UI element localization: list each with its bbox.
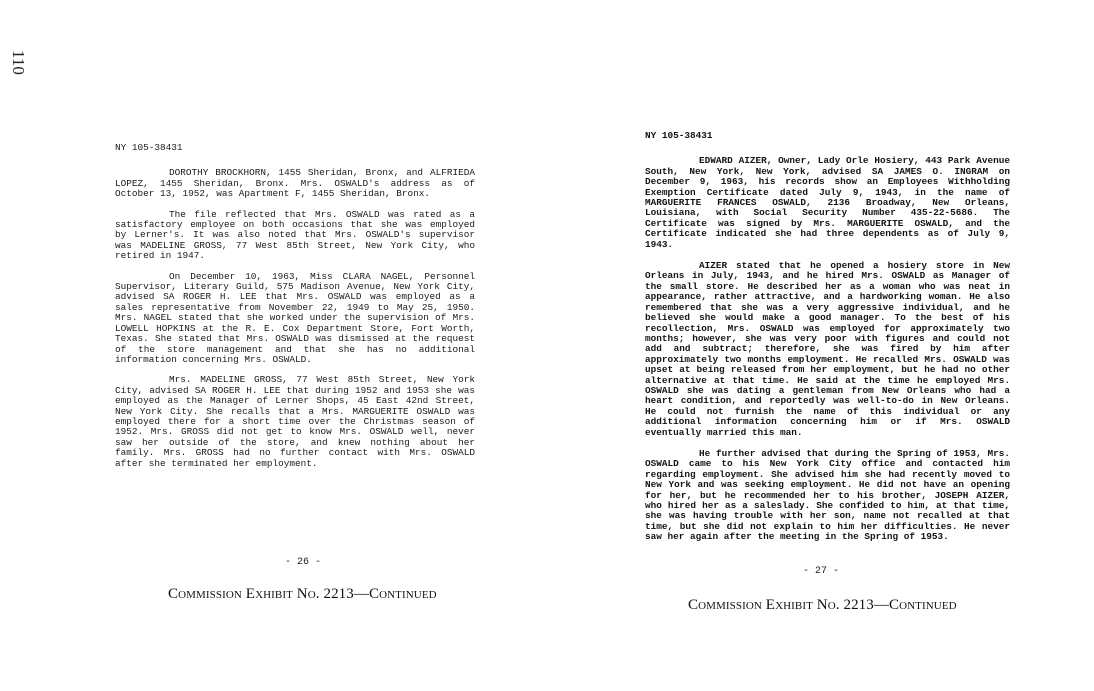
right-file-number: NY 105-38431 [645,130,713,141]
right-page-number: - 27 - [803,566,840,577]
margin-page-number: 110 [9,50,28,75]
left-paragraph-3: On December 10, 1963, Miss CLARA NAGEL, Personnel Supervisor, Literary Guild, 575 Madison Avenue, New York City, advised SA ROGER H. LEE that Mrs. OSWALD was employed as a sales representative from November 22, 1949 to May 25, 1950. Mrs. NAGEL stated that she worked under the supervision of Mrs. LOWELL HOPKINS at the R. E. Cox Department Store, Fort Worth, Texas. She stated that Mrs. OSWALD was dismissed at the request of the store management and that she has no additional information concerning Mrs. OSWALD. [115,270,475,365]
left-page-number: - 26 - [285,557,322,568]
right-paragraph-2: AIZER stated that he opened a hosiery store in New Orleans in July, 1943, and he hired Mrs. OSWALD as Manager of the small store. He described her as a woman who was neat in appearance, rather attractive, and a hardworking woman. He also remembered that she was a very aggressive individual, and he believed she would make a good manager. To the best of his recollection, Mrs. OSWALD was employed for approximately two months; however, she was very poor with figures and could not add and subtract; therefore, she was fired by him after approximately two months employment. He recalled Mrs. OSWALD was upset at being released from her employment, but he had no other alternative at that time. He said at the time he employed Mrs. OSWALD she was dating a gentleman from New Orleans who had a heart condition, and reportedly was well-to-do in New Orleans. He could not furnish the name of this individual or any additional information concerning him or if Mrs. OSWALD eventually married this man. [645,260,1010,438]
right-exhibit-caption: Commission Exhibit No. 2213—Continued [688,597,957,613]
left-paragraph-2: The file reflected that Mrs. OSWALD was rated as a satisfactory employee on both occasions that she was employed by Lerner's. It was also noted that Mrs. OSWALD's supervisor was MADELINE GROSS, 77 West 85th Street, New York City, who retired in 1947. [115,208,475,262]
left-file-number: NY 105-38431 [115,142,183,153]
left-page-text [115,143,475,479]
left-paragraph-4: Mrs. MADELINE GROSS, 77 West 85th Street, New York City, advised SA ROGER H. LEE that during 1952 and 1953 she was employed as the Manager of Lerner Shops, 45 East 42nd Street, New York City. She recalls that a Mrs. MARGUERITE OSWALD was employed there for a short time over the Christmas season of 1952. Mrs. GROSS did not get to know Mrs. OSWALD well, never saw her outside of the store, and knew nothing about her family. Mrs. GROSS had no further contact with Mrs. OSWALD after she terminated her employment. [115,374,475,469]
left-exhibit-caption: Commission Exhibit No. 2213—Continued [168,586,437,602]
left-paragraph-1: DOROTHY BROCKHORN, 1455 Sheridan, Bronx, and ALFRIEDA LOPEZ, 1455 Sheridan, Bronx. Mrs. OSWALD's address as of October 13, 1952, was Apartment F, 1455 Sheridan, Bronx. [115,167,475,200]
right-paragraph-3: He further advised that during the Spring of 1953, Mrs. OSWALD came to his New York City office and contacted him regarding employment. She advised him she had recently moved to New York and was seeking employment. He did not have an opening for her, but he recommended her to his brother, JOSEPH AIZER, who hired her as a saleslady. She confided to him, at that time, she was having trouble with her son, name not recalled at that time, but she did not explain to him her difficulties. He never saw her again after the meeting in the Spring of 1953. [645,447,1010,543]
right-page-text [645,131,1010,554]
right-paragraph-1: EDWARD AIZER, Owner, Lady Orle Hosiery, 443 Park Avenue South, New York, New York, advised SA JAMES O. INGRAM on December 9, 1963, his records show an Employees Withholding Exemption Certificate dated July 9, 1943, in the name of MARGUERITE FRANCES OSWALD, 2136 Broadway, New Orleans, Louisiana, with Social Security Number 435-22-5686. The Certificate was signed by Mrs. MARGUERITE OSWALD, and the Certificate indicated she had three dependents as of July 9, 1943. [645,155,1010,250]
